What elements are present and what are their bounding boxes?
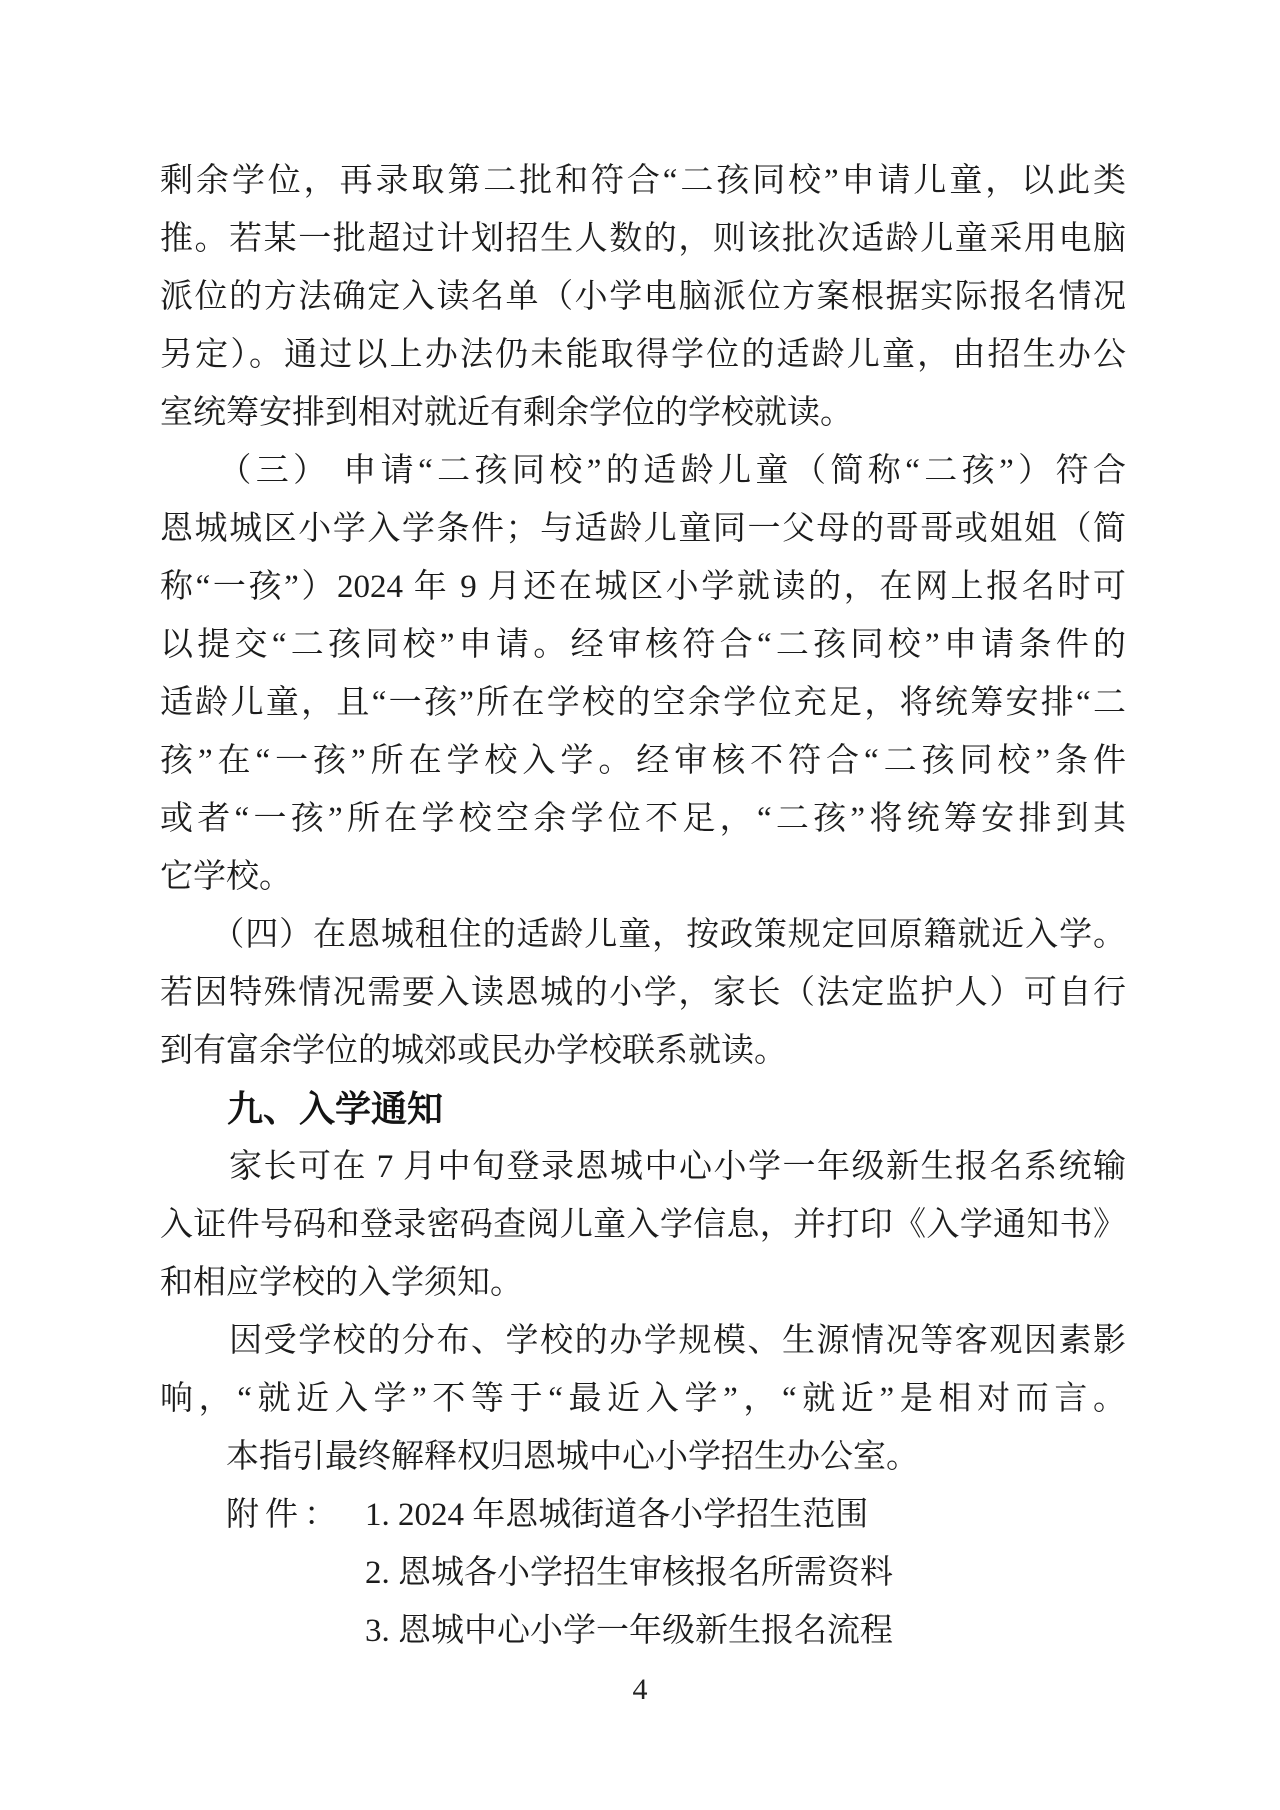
section-heading: 九、入学通知 xyxy=(227,1088,444,1129)
page-number: 4 xyxy=(632,1673,648,1706)
text-line: 家长可在 7 月中旬登录恩城中心小学一年级新生报名系统输 xyxy=(160,1149,1126,1185)
text-line: 和相应学校的入学须知。 xyxy=(160,1265,523,1301)
paragraph xyxy=(160,1428,1126,1486)
text-line: 它学校。 xyxy=(160,859,292,895)
text-line: 孩”在“一孩”所在学校入学。经审核不符合“二孩同校”条件 xyxy=(160,743,1126,779)
attachments-list xyxy=(365,1486,1126,1660)
text-line: 室统筹安排到相对就近有剩余学位的学校就读。 xyxy=(160,395,853,431)
attachment-item: 3. 恩城中心小学一年级新生报名流程 xyxy=(365,1613,893,1649)
text-line: （四）在恩城租住的适龄儿童，按政策规定回原籍就近入学。 xyxy=(160,917,1126,953)
document-body xyxy=(160,152,1126,1660)
text-line: 或者“一孩”所在学校空余学位不足，“二孩”将统筹安排到其 xyxy=(160,801,1126,837)
paragraphs xyxy=(160,152,1126,1486)
text-line: 另定）。通过以上办法仍未能取得学位的适龄儿童，由招生办公 xyxy=(160,337,1126,373)
paragraph xyxy=(160,152,1126,442)
text-line: 派位的方法确定入读名单（小学电脑派位方案根据实际报名情况 xyxy=(160,279,1126,315)
text-line: 剩余学位，再录取第二批和符合“二孩同校”申请儿童，以此类 xyxy=(160,163,1126,199)
attachment-item: 1. 2024 年恩城街道各小学招生范围 xyxy=(365,1497,869,1533)
text-line: 到有富余学位的城郊或民办学校联系就读。 xyxy=(160,1033,787,1069)
text-line: 适龄儿童，且“一孩”所在学校的空余学位充足，将统筹安排“二 xyxy=(160,685,1126,721)
text-line: 入证件号码和登录密码查阅儿童入学信息，并打印《入学通知书》 xyxy=(160,1207,1126,1243)
attachment-item: 2. 恩城各小学招生审核报名所需资料 xyxy=(365,1555,893,1591)
paragraph xyxy=(160,1312,1126,1428)
section xyxy=(160,1080,1126,1138)
text-line: 推。若某一批超过计划招生人数的，则该批次适龄儿童采用电脑 xyxy=(160,221,1126,257)
text-line: 恩城城区小学入学条件；与适龄儿童同一父母的哥哥或姐姐（简 xyxy=(160,511,1126,547)
text-line: 称“一孩”）2024 年 9 月还在城区小学就读的，在网上报名时可 xyxy=(160,569,1126,605)
paragraph xyxy=(160,906,1126,1080)
text-line: 因受学校的分布、学校的办学规模、生源情况等客观因素影 xyxy=(160,1323,1126,1359)
paragraph xyxy=(160,442,1126,906)
text-line: 响，“就近入学”不等于“最近入学”，“就近”是相对而言。 xyxy=(160,1381,1126,1417)
text-line: 若因特殊情况需要入读恩城的小学，家长（法定监护人）可自行 xyxy=(160,975,1126,1011)
attachments-label: 附件： xyxy=(226,1497,343,1533)
attachments-section xyxy=(160,1486,1126,1660)
text-line: 以提交“二孩同校”申请。经审核符合“二孩同校”申请条件的 xyxy=(160,627,1126,663)
text-line: （三） 申请“二孩同校”的适龄儿童（简称“二孩”）符合 xyxy=(160,453,1126,489)
text-line: 本指引最终解释权归恩城中心小学招生办公室。 xyxy=(160,1439,919,1475)
paragraph xyxy=(160,1138,1126,1312)
